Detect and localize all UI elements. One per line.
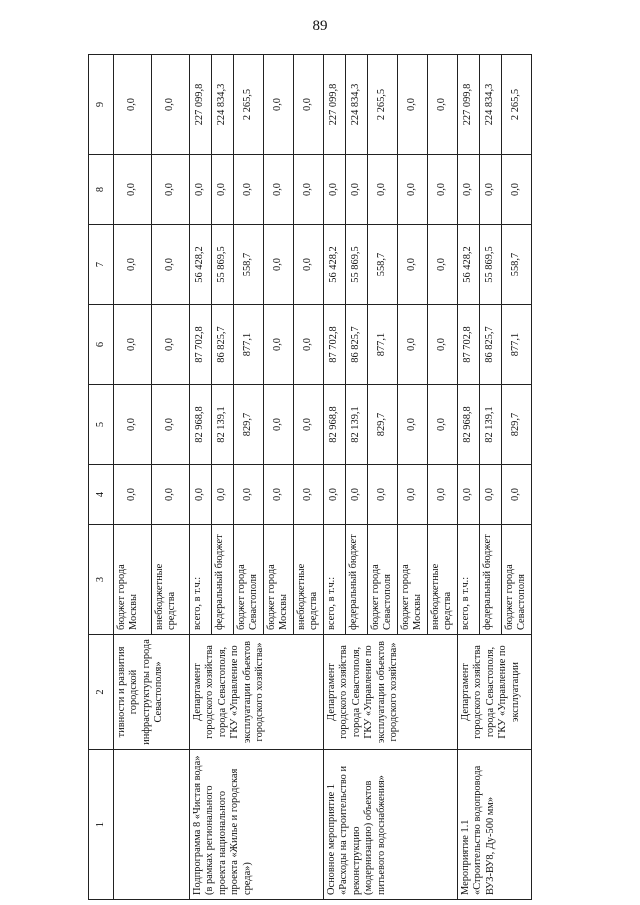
value-cell: 558,7 [502, 225, 532, 305]
value-cell: 0,0 [428, 465, 458, 525]
value-cell: 0,0 [152, 155, 190, 225]
value-cell: 2 265,5 [368, 55, 398, 155]
value-cell: 0,0 [264, 155, 294, 225]
value-cell: 558,7 [368, 225, 398, 305]
col-header: 3 [89, 525, 114, 635]
column-number-row [89, 55, 114, 900]
value-cell: 0,0 [294, 225, 324, 305]
value-cell: 87 702,8 [458, 305, 480, 385]
value-cell: 877,1 [368, 305, 398, 385]
value-cell: 0,0 [324, 465, 346, 525]
value-cell: 0,0 [346, 465, 368, 525]
value-cell: 2 265,5 [502, 55, 532, 155]
funding-source-cell: внебюджетные средства [428, 525, 458, 635]
funding-source-cell: бюджет города Москвы [264, 525, 294, 635]
value-cell: 829,7 [368, 385, 398, 465]
value-cell: 0,0 [480, 465, 502, 525]
value-cell: 0,0 [502, 155, 532, 225]
value-cell: 87 702,8 [324, 305, 346, 385]
value-cell: 82 968,8 [190, 385, 212, 465]
col-header: 4 [89, 465, 114, 525]
col-header: 1 [89, 750, 114, 900]
value-cell: 224 834,3 [346, 55, 368, 155]
value-cell: 0,0 [190, 465, 212, 525]
page-number: 89 [312, 18, 328, 34]
value-cell: 82 968,8 [458, 385, 480, 465]
program-cell: Подпрограмма 8 «Чистая вода» (в рамках регионального проекта национального проекта «Жилье и городская среда») [190, 750, 324, 900]
value-cell: 224 834,3 [212, 55, 234, 155]
value-cell: 0,0 [152, 305, 190, 385]
value-cell: 0,0 [212, 465, 234, 525]
value-cell: 0,0 [212, 155, 234, 225]
funding-source-cell: внебюджетные средства [152, 525, 190, 635]
funding-source-cell: бюджет города Москвы [398, 525, 428, 635]
value-cell: 0,0 [324, 155, 346, 225]
col-header: 6 [89, 305, 114, 385]
value-cell: 0,0 [264, 465, 294, 525]
value-cell: 86 825,7 [480, 305, 502, 385]
value-cell: 56 428,2 [190, 225, 212, 305]
value-cell: 0,0 [502, 465, 532, 525]
col-header: 5 [89, 385, 114, 465]
value-cell: 0,0 [346, 155, 368, 225]
value-cell: 0,0 [294, 385, 324, 465]
value-cell: 0,0 [428, 55, 458, 155]
funding-source-cell: всего, в т.ч.: [324, 525, 346, 635]
value-cell: 0,0 [398, 305, 428, 385]
table-row [190, 55, 212, 900]
value-cell: 877,1 [234, 305, 264, 385]
value-cell: 227 099,8 [190, 55, 212, 155]
funding-source-cell: бюджет города Севастополя [234, 525, 264, 635]
value-cell: 227 099,8 [324, 55, 346, 155]
value-cell: 0,0 [458, 155, 480, 225]
value-cell: 0,0 [114, 305, 152, 385]
table-row [324, 55, 346, 900]
value-cell: 0,0 [264, 305, 294, 385]
funding-source-cell: всего, в т.ч.: [458, 525, 480, 635]
value-cell: 829,7 [234, 385, 264, 465]
value-cell: 0,0 [114, 55, 152, 155]
value-cell: 0,0 [398, 465, 428, 525]
col-header: 9 [89, 55, 114, 155]
executor-cell: тивности и развития городской инфраструктуры города Севастополя» [114, 635, 190, 750]
value-cell: 86 825,7 [212, 305, 234, 385]
value-cell: 0,0 [264, 385, 294, 465]
budget-table [88, 54, 532, 900]
value-cell: 0,0 [458, 465, 480, 525]
value-cell: 82 139,1 [346, 385, 368, 465]
value-cell: 0,0 [398, 155, 428, 225]
value-cell: 0,0 [294, 465, 324, 525]
value-cell: 87 702,8 [190, 305, 212, 385]
table-row [458, 55, 480, 900]
rotated-table [88, 55, 625, 900]
value-cell: 86 825,7 [346, 305, 368, 385]
value-cell: 0,0 [152, 225, 190, 305]
value-cell: 0,0 [114, 465, 152, 525]
funding-source-cell: бюджет города Севастополя [368, 525, 398, 635]
table-row [114, 55, 152, 900]
value-cell: 227 099,8 [458, 55, 480, 155]
value-cell: 56 428,2 [324, 225, 346, 305]
executor-cell: Департамент городского хозяйства города Севастополя, ГКУ «Управление по эксплуатации объектов городского хозяйства» [324, 635, 458, 750]
funding-source-cell: бюджет города Севастополя [502, 525, 532, 635]
value-cell: 0,0 [152, 385, 190, 465]
value-cell: 0,0 [428, 225, 458, 305]
funding-source-cell: бюджет города Москвы [114, 525, 152, 635]
value-cell: 0,0 [152, 465, 190, 525]
value-cell: 55 869,5 [480, 225, 502, 305]
value-cell: 0,0 [368, 465, 398, 525]
value-cell: 0,0 [114, 385, 152, 465]
value-cell: 82 139,1 [212, 385, 234, 465]
value-cell: 0,0 [264, 55, 294, 155]
program-cell: Мероприятие 1.1 «Строительство водопровода ВУЗ-ВУ8, Ду-500 мм» [458, 750, 532, 900]
program-cell: Основное мероприятие 1 «Расходы на строительство и реконструкцию (модернизацию) объектов питьевого водоснабжения» [324, 750, 458, 900]
value-cell: 56 428,2 [458, 225, 480, 305]
value-cell: 0,0 [398, 225, 428, 305]
executor-cell: Департамент городского хозяйства города Севастополя, ГКУ «Управление по эксплуатации [458, 635, 532, 750]
program-cell [114, 750, 190, 900]
value-cell: 0,0 [114, 225, 152, 305]
value-cell: 0,0 [152, 55, 190, 155]
value-cell: 0,0 [398, 55, 428, 155]
col-header: 8 [89, 155, 114, 225]
value-cell: 82 139,1 [480, 385, 502, 465]
value-cell: 0,0 [294, 155, 324, 225]
value-cell: 0,0 [294, 305, 324, 385]
rotated-table-area [88, 55, 625, 900]
value-cell: 224 834,3 [480, 55, 502, 155]
value-cell: 0,0 [398, 385, 428, 465]
value-cell: 877,1 [502, 305, 532, 385]
executor-cell: Департамент городского хозяйства города Севастополя, ГКУ «Управление по эксплуатации объектов городского хозяйства» [190, 635, 324, 750]
funding-source-cell: внебюджетные средства [294, 525, 324, 635]
col-header: 7 [89, 225, 114, 305]
col-header: 2 [89, 635, 114, 750]
value-cell: 55 869,5 [346, 225, 368, 305]
value-cell: 0,0 [428, 305, 458, 385]
value-cell: 0,0 [294, 55, 324, 155]
value-cell: 0,0 [264, 225, 294, 305]
value-cell: 0,0 [114, 155, 152, 225]
value-cell: 2 265,5 [234, 55, 264, 155]
value-cell: 0,0 [368, 155, 398, 225]
funding-source-cell: федеральный бюджет [212, 525, 234, 635]
value-cell: 0,0 [428, 155, 458, 225]
value-cell: 0,0 [428, 385, 458, 465]
value-cell: 0,0 [480, 155, 502, 225]
funding-source-cell: федеральный бюджет [346, 525, 368, 635]
value-cell: 0,0 [190, 155, 212, 225]
value-cell: 0,0 [234, 465, 264, 525]
value-cell: 82 968,8 [324, 385, 346, 465]
value-cell: 558,7 [234, 225, 264, 305]
funding-source-cell: всего, в т.ч.: [190, 525, 212, 635]
value-cell: 829,7 [502, 385, 532, 465]
value-cell: 55 869,5 [212, 225, 234, 305]
funding-source-cell: федеральный бюджет [480, 525, 502, 635]
value-cell: 0,0 [234, 155, 264, 225]
